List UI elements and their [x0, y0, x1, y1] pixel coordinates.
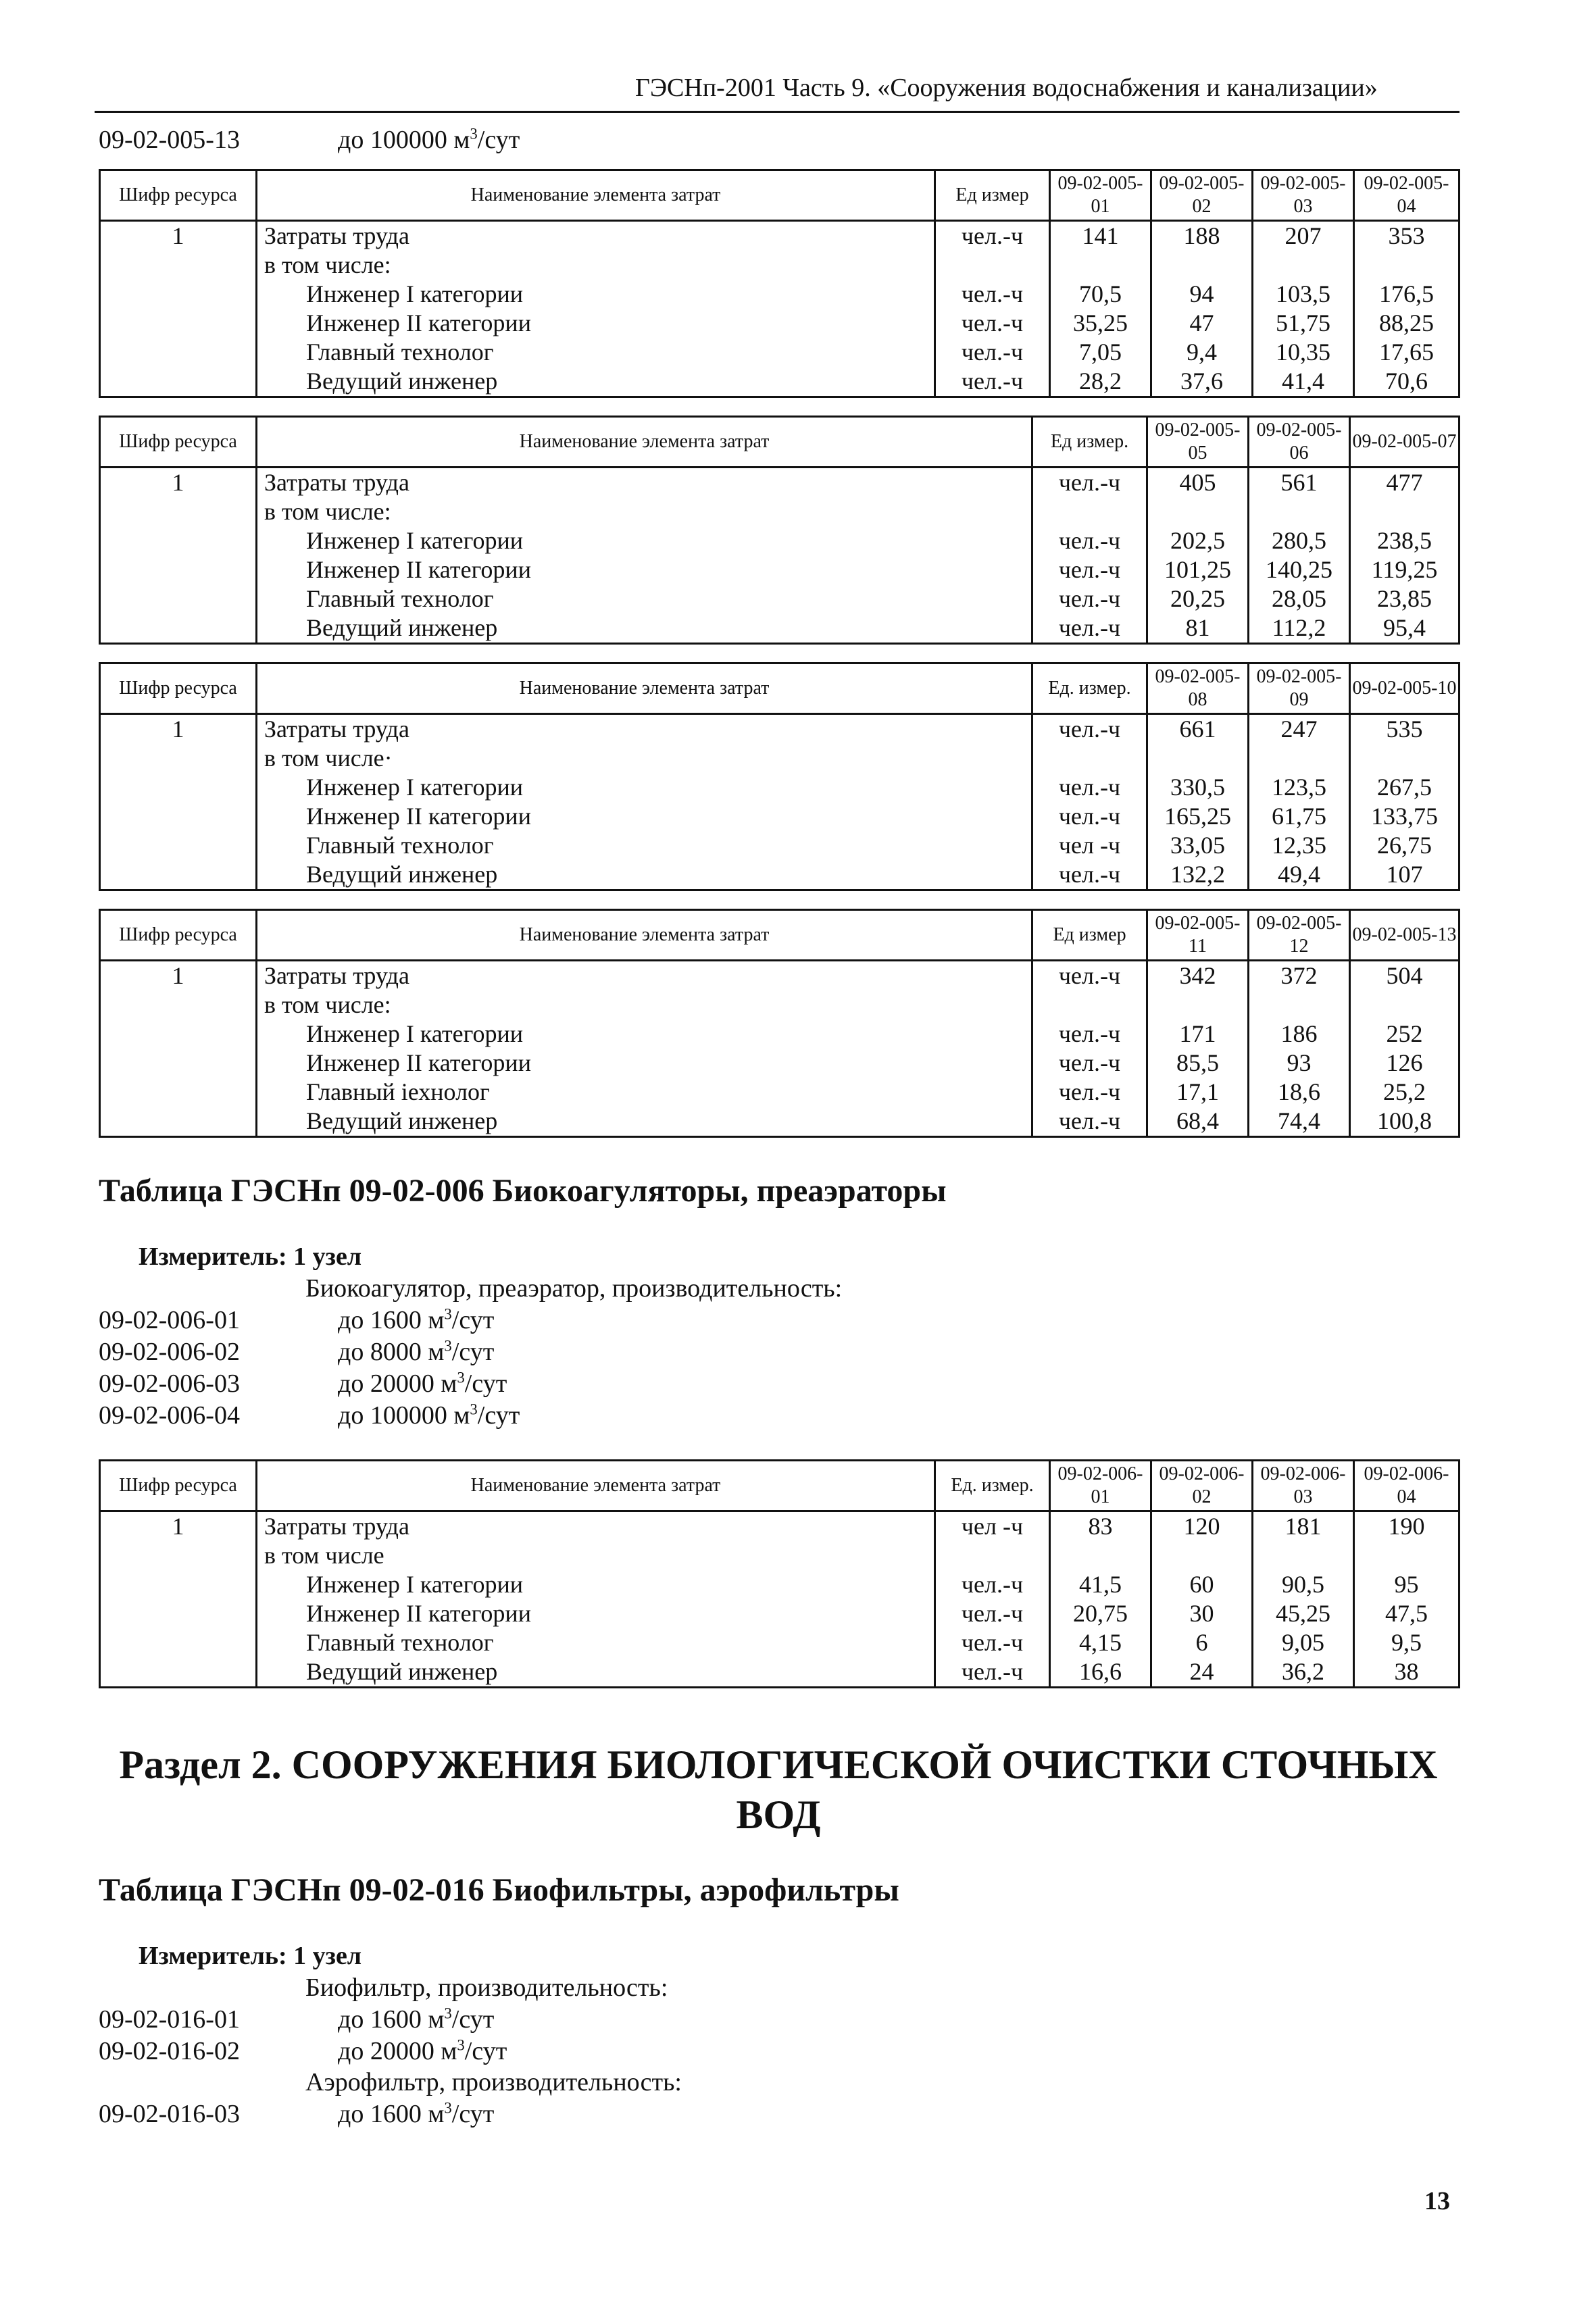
header-norm-code: 09-02-005-01 [1050, 170, 1151, 221]
row-value: 18,6 [1249, 1078, 1350, 1107]
row-value [1350, 497, 1460, 526]
row-unit: чел.-ч [1032, 773, 1147, 802]
row-value: 70,5 [1050, 280, 1151, 309]
table-row [100, 714, 1460, 745]
row-value: 171 [1147, 1020, 1249, 1049]
row-resource-code [100, 309, 257, 338]
row-value [1249, 744, 1350, 773]
table-row [100, 1657, 1460, 1688]
row-value: 140,25 [1249, 555, 1350, 584]
row-unit: чел.-ч [935, 221, 1050, 251]
header-norm-code: 09-02-005-03 [1253, 170, 1354, 221]
row-unit [1032, 497, 1147, 526]
header-cost-element: Наименование элемента затрат [257, 663, 1032, 714]
row-resource-code: 1 [100, 714, 257, 745]
header-unit: Ед. измер. [1032, 663, 1147, 714]
row-unit: чел.-ч [1032, 714, 1147, 745]
header-norm-code: 09-02-005-04 [1354, 170, 1460, 221]
table-row [100, 744, 1460, 773]
row-cost-element: Инженер II категории [257, 555, 1032, 584]
table-row [100, 468, 1460, 498]
page-number: 13 [1424, 2187, 1450, 2215]
item-desc: до 100000 $м^3$/сут [338, 1401, 520, 1430]
row-resource-code [100, 1628, 257, 1657]
table-016-intro-aerofilter: Аэрофильтр, производительность: [305, 2068, 682, 2096]
table-row [100, 251, 1460, 280]
header-norm-code: 09-02-005-13 [1350, 910, 1460, 961]
item-desc: до 1600 $м^3$/сут [338, 2099, 495, 2128]
table-row [100, 1599, 1460, 1628]
table-row [100, 584, 1460, 613]
table-006-title: Таблица ГЭСНп 09-02-006 Биокоагуляторы, преаэраторы [99, 1173, 947, 1209]
row-value: 504 [1350, 961, 1460, 991]
row-value: 47,5 [1354, 1599, 1460, 1628]
row-resource-code [100, 744, 257, 773]
row-resource-code [100, 990, 257, 1020]
top-item-desc: до 100000 $м^3$/сут [338, 125, 520, 154]
cost-table [99, 169, 1460, 398]
row-cost-element: Инженер II категории [257, 1049, 1032, 1078]
row-unit: чел.-ч [935, 1628, 1050, 1657]
row-value: 188 [1151, 221, 1253, 251]
header-resource-code: Шифр ресурса [100, 170, 257, 221]
row-cost-element: Затраты труда [257, 961, 1032, 991]
row-value: 4,15 [1050, 1628, 1151, 1657]
row-value: 24 [1151, 1657, 1253, 1688]
row-value: 190 [1354, 1511, 1460, 1542]
item-desc: до 1600 $м^3$/сут [338, 2005, 495, 2034]
row-resource-code [100, 280, 257, 309]
row-value: 95,4 [1350, 613, 1460, 644]
table-row [100, 1511, 1460, 1542]
row-value: 45,25 [1253, 1599, 1354, 1628]
row-value: 330,5 [1147, 773, 1249, 802]
row-cost-element: Ведущий инженер [257, 367, 935, 397]
item-desc: до 20000 $м^3$/сут [338, 1369, 507, 1398]
item-desc: до 20000 $м^3$/сут [338, 2036, 507, 2065]
row-value [1050, 1541, 1151, 1570]
row-cost-element: в том числе: [257, 990, 1032, 1020]
row-value: 9,4 [1151, 338, 1253, 367]
row-unit: чел.-ч [935, 1599, 1050, 1628]
header-norm-code: 09-02-006-03 [1253, 1461, 1354, 1511]
row-resource-code [100, 526, 257, 555]
row-unit: чел.-ч [935, 280, 1050, 309]
row-value: 60 [1151, 1570, 1253, 1599]
row-unit [1032, 744, 1147, 773]
row-value: 9,05 [1253, 1628, 1354, 1657]
row-unit [1032, 990, 1147, 1020]
row-value: 35,25 [1050, 309, 1151, 338]
section-title: Раздел 2. СООРУЖЕНИЯ БИОЛОГИЧЕСКОЙ ОЧИСТКИ СТОЧНЫХ ВОД [119, 1742, 1438, 1837]
row-unit: чел.-ч [935, 367, 1050, 397]
row-value: 6 [1151, 1628, 1253, 1657]
header-unit: Ед измер [935, 170, 1050, 221]
row-unit: чел -ч [1032, 831, 1147, 860]
row-value [1253, 251, 1354, 280]
item-code: 09-02-006-01 [99, 1306, 240, 1334]
row-cost-element: Ведущий инженер [257, 1107, 1032, 1137]
row-unit: чел.-ч [935, 1657, 1050, 1688]
item-code: 09-02-016-03 [99, 2100, 240, 2128]
row-value [1249, 990, 1350, 1020]
row-cost-element: Главный іехнолог [257, 1078, 1032, 1107]
row-value: 90,5 [1253, 1570, 1354, 1599]
row-resource-code [100, 1107, 257, 1137]
row-unit [935, 251, 1050, 280]
table-row [100, 367, 1460, 397]
row-resource-code [100, 1570, 257, 1599]
table-row [100, 1107, 1460, 1137]
item-code: 09-02-016-02 [99, 2037, 240, 2065]
row-cost-element: Затраты труда [257, 1511, 935, 1542]
row-value: 126 [1350, 1049, 1460, 1078]
item-code: 09-02-016-01 [99, 2005, 240, 2034]
row-value: 7,05 [1050, 338, 1151, 367]
row-unit: чел.-ч [1032, 1107, 1147, 1137]
header-unit: Ед. измер. [935, 1461, 1050, 1511]
row-value: 132,2 [1147, 860, 1249, 890]
row-resource-code [100, 555, 257, 584]
row-value: 47 [1151, 309, 1253, 338]
header-norm-code: 09-02-005-06 [1249, 417, 1350, 468]
row-resource-code [100, 367, 257, 397]
cost-table [99, 1459, 1460, 1688]
header-norm-code: 09-02-005-07 [1350, 417, 1460, 468]
row-value: 36,2 [1253, 1657, 1354, 1688]
item-code: 09-02-006-03 [99, 1369, 240, 1398]
row-unit [935, 1541, 1050, 1570]
row-cost-element: Главный технолог [257, 584, 1032, 613]
row-cost-element: в том числе· [257, 744, 1032, 773]
table-006-intro: Биокоагулятор, преаэратор, производительность: [305, 1274, 843, 1303]
row-resource-code [100, 831, 257, 860]
row-unit: чел.-ч [1032, 526, 1147, 555]
header-resource-code: Шифр ресурса [100, 417, 257, 468]
row-value: 101,25 [1147, 555, 1249, 584]
row-value: 176,5 [1354, 280, 1460, 309]
row-value: 561 [1249, 468, 1350, 498]
header-norm-code: 09-02-005-05 [1147, 417, 1249, 468]
row-cost-element: Затраты труда [257, 468, 1032, 498]
row-value: 186 [1249, 1020, 1350, 1049]
table-row [100, 1628, 1460, 1657]
header-resource-code: Шифр ресурса [100, 1461, 257, 1511]
row-value: 661 [1147, 714, 1249, 745]
row-cost-element: Инженер I категории [257, 526, 1032, 555]
row-unit: чел.-ч [1032, 1078, 1147, 1107]
table-row [100, 280, 1460, 309]
row-resource-code [100, 1541, 257, 1570]
table-006-measure: Измеритель: 1 узел [139, 1242, 362, 1271]
header-norm-code: 09-02-005-10 [1350, 663, 1460, 714]
row-cost-element: Главный технолог [257, 1628, 935, 1657]
row-unit: чел.-ч [1032, 584, 1147, 613]
table-016-title: Таблица ГЭСНп 09-02-016 Биофильтры, аэрофильтры [99, 1872, 899, 1908]
running-header: ГЭСНп-2001 Часть 9. «Сооружения водоснабжения и канализации» [635, 74, 1378, 102]
row-value: 9,5 [1354, 1628, 1460, 1657]
header-cost-element: Наименование элемента затрат [257, 417, 1032, 468]
row-value: 12,35 [1249, 831, 1350, 860]
row-value: 10,35 [1253, 338, 1354, 367]
row-resource-code [100, 1657, 257, 1688]
row-value [1151, 1541, 1253, 1570]
row-unit: чел.-ч [1032, 555, 1147, 584]
row-value: 535 [1350, 714, 1460, 745]
row-value: 26,75 [1350, 831, 1460, 860]
row-resource-code: 1 [100, 961, 257, 991]
row-value: 41,5 [1050, 1570, 1151, 1599]
row-resource-code [100, 1599, 257, 1628]
row-unit: чел.-ч [1032, 1049, 1147, 1078]
item-code: 09-02-006-02 [99, 1338, 240, 1366]
row-value: 95 [1354, 1570, 1460, 1599]
table-row [100, 1049, 1460, 1078]
row-value: 405 [1147, 468, 1249, 498]
row-cost-element: Инженер I категории [257, 1020, 1032, 1049]
table-016-measure: Измеритель: 1 узел [139, 1942, 362, 1970]
row-value: 33,05 [1147, 831, 1249, 860]
row-value: 107 [1350, 860, 1460, 890]
row-value: 238,5 [1350, 526, 1460, 555]
row-value: 38 [1354, 1657, 1460, 1688]
table-016-intro-biofilter: Биофильтр, производительность: [305, 1973, 668, 2002]
table-row [100, 990, 1460, 1020]
row-value [1354, 1541, 1460, 1570]
item-code: 09-02-006-04 [99, 1401, 240, 1430]
row-value: 28,2 [1050, 367, 1151, 397]
row-value: 61,75 [1249, 802, 1350, 831]
row-resource-code [100, 613, 257, 644]
row-cost-element: Инженер II категории [257, 1599, 935, 1628]
row-value: 93 [1249, 1049, 1350, 1078]
header-norm-code: 09-02-005-08 [1147, 663, 1249, 714]
cost-table [99, 909, 1460, 1138]
table-row [100, 860, 1460, 890]
row-resource-code [100, 584, 257, 613]
header-norm-code: 09-02-005-02 [1151, 170, 1253, 221]
row-value: 85,5 [1147, 1049, 1249, 1078]
row-unit: чел.-ч [935, 338, 1050, 367]
row-resource-code [100, 338, 257, 367]
row-resource-code [100, 251, 257, 280]
row-value: 100,8 [1350, 1107, 1460, 1137]
row-cost-element: Инженер II категории [257, 309, 935, 338]
row-value: 17,1 [1147, 1078, 1249, 1107]
row-value: 74,4 [1249, 1107, 1350, 1137]
header-unit: Ед измер [1032, 910, 1147, 961]
row-value: 247 [1249, 714, 1350, 745]
item-desc: до 1600 $м^3$/сут [338, 1305, 495, 1334]
row-value: 267,5 [1350, 773, 1460, 802]
header-norm-code: 09-02-006-04 [1354, 1461, 1460, 1511]
row-unit: чел.-ч [935, 1570, 1050, 1599]
row-value: 353 [1354, 221, 1460, 251]
cost-table [99, 416, 1460, 645]
row-value: 30 [1151, 1599, 1253, 1628]
row-value: 88,25 [1354, 309, 1460, 338]
row-value: 342 [1147, 961, 1249, 991]
row-value: 112,2 [1249, 613, 1350, 644]
header-resource-code: Шифр ресурса [100, 663, 257, 714]
table-row [100, 1020, 1460, 1049]
table-row [100, 309, 1460, 338]
top-item-code: 09-02-005-13 [99, 126, 240, 154]
table-row [100, 497, 1460, 526]
row-cost-element: Ведущий инженер [257, 1657, 935, 1688]
header-cost-element: Наименование элемента затрат [257, 170, 935, 221]
row-cost-element: Ведущий инженер [257, 860, 1032, 890]
header-cost-element: Наименование элемента затрат [257, 910, 1032, 961]
row-value [1147, 744, 1249, 773]
row-value [1350, 744, 1460, 773]
row-resource-code: 1 [100, 221, 257, 251]
cost-table [99, 662, 1460, 891]
row-unit: чел.-ч [1032, 613, 1147, 644]
table-row [100, 1570, 1460, 1599]
row-unit: чел.-ч [1032, 1020, 1147, 1049]
table-row [100, 961, 1460, 991]
row-value: 83 [1050, 1511, 1151, 1542]
row-resource-code [100, 1020, 257, 1049]
table-row [100, 555, 1460, 584]
table-row [100, 526, 1460, 555]
header-cost-element: Наименование элемента затрат [257, 1461, 935, 1511]
row-resource-code [100, 773, 257, 802]
row-value: 17,65 [1354, 338, 1460, 367]
row-value [1151, 251, 1253, 280]
row-value: 165,25 [1147, 802, 1249, 831]
row-value: 103,5 [1253, 280, 1354, 309]
row-value: 20,75 [1050, 1599, 1151, 1628]
row-value: 68,4 [1147, 1107, 1249, 1137]
row-cost-element: Инженер I категории [257, 773, 1032, 802]
row-unit: чел.-ч [935, 309, 1050, 338]
row-value: 120 [1151, 1511, 1253, 1542]
table-row [100, 802, 1460, 831]
row-value: 94 [1151, 280, 1253, 309]
row-value [1249, 497, 1350, 526]
row-value: 133,75 [1350, 802, 1460, 831]
header-norm-code: 09-02-005-12 [1249, 910, 1350, 961]
row-resource-code [100, 860, 257, 890]
row-value [1147, 990, 1249, 1020]
row-value: 23,85 [1350, 584, 1460, 613]
row-unit: чел -ч [935, 1511, 1050, 1542]
row-value: 16,6 [1050, 1657, 1151, 1688]
row-value [1253, 1541, 1354, 1570]
header-norm-code: 09-02-005-09 [1249, 663, 1350, 714]
header-norm-code: 09-02-006-02 [1151, 1461, 1253, 1511]
row-value: 181 [1253, 1511, 1354, 1542]
row-value: 37,6 [1151, 367, 1253, 397]
row-cost-element: Инженер I категории [257, 280, 935, 309]
header-norm-code: 09-02-005-11 [1147, 910, 1249, 961]
row-cost-element: Инженер I категории [257, 1570, 935, 1599]
row-cost-element: Затраты труда [257, 714, 1032, 745]
row-resource-code [100, 497, 257, 526]
row-unit: чел.-ч [1032, 468, 1147, 498]
row-unit: чел.-ч [1032, 802, 1147, 831]
header-resource-code: Шифр ресурса [100, 910, 257, 961]
row-value [1350, 990, 1460, 1020]
table-row [100, 1078, 1460, 1107]
row-value: 207 [1253, 221, 1354, 251]
row-value: 41,4 [1253, 367, 1354, 397]
row-resource-code [100, 802, 257, 831]
row-value: 252 [1350, 1020, 1460, 1049]
row-cost-element: Инженер II категории [257, 802, 1032, 831]
row-cost-element: Ведущий инженер [257, 613, 1032, 644]
row-value: 81 [1147, 613, 1249, 644]
row-value: 477 [1350, 468, 1460, 498]
row-resource-code [100, 1078, 257, 1107]
row-value: 49,4 [1249, 860, 1350, 890]
row-unit: чел.-ч [1032, 961, 1147, 991]
table-row [100, 338, 1460, 367]
row-unit: чел.-ч [1032, 860, 1147, 890]
table-row [100, 1541, 1460, 1570]
row-value: 25,2 [1350, 1078, 1460, 1107]
item-desc: до 8000 $м^3$/сут [338, 1337, 495, 1366]
row-value [1050, 251, 1151, 280]
table-row [100, 221, 1460, 251]
row-value: 51,75 [1253, 309, 1354, 338]
row-value: 20,25 [1147, 584, 1249, 613]
row-value [1354, 251, 1460, 280]
table-row [100, 613, 1460, 644]
row-value: 280,5 [1249, 526, 1350, 555]
row-value: 123,5 [1249, 773, 1350, 802]
row-cost-element: Затраты труда [257, 221, 935, 251]
header-norm-code: 09-02-006-01 [1050, 1461, 1151, 1511]
row-value: 119,25 [1350, 555, 1460, 584]
row-value [1147, 497, 1249, 526]
row-cost-element: в том числе [257, 1541, 935, 1570]
row-cost-element: в том числе: [257, 251, 935, 280]
header-rule [95, 111, 1460, 113]
row-cost-element: Главный технолог [257, 831, 1032, 860]
row-value: 70,6 [1354, 367, 1460, 397]
row-value: 202,5 [1147, 526, 1249, 555]
row-cost-element: в том числе: [257, 497, 1032, 526]
row-resource-code: 1 [100, 468, 257, 498]
row-resource-code: 1 [100, 1511, 257, 1542]
row-cost-element: Главный технолог [257, 338, 935, 367]
header-unit: Ед измер. [1032, 417, 1147, 468]
row-value: 372 [1249, 961, 1350, 991]
table-row [100, 773, 1460, 802]
table-row [100, 831, 1460, 860]
row-value: 28,05 [1249, 584, 1350, 613]
row-resource-code [100, 1049, 257, 1078]
row-value: 141 [1050, 221, 1151, 251]
